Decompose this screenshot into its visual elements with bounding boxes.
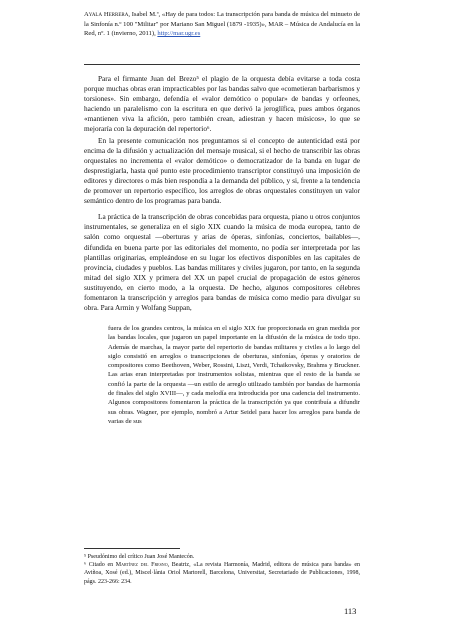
footnote-6-author: Martínez del Fresno <box>115 562 168 569</box>
paragraph-3: La práctica de la transcripción de obras concebidas para orquesta, piano u otros conjuntos instrumentales, se generaliza en el siglo XIX cuando la música de moda europea, tanto de salón como orquestal —oberturas y arias de óperas, sinfonías, conciertos, bailables—, difundida en buena parte por las editoriales del momento, no podía ser interpretada por las plantillas originarias, empleándose en su lugar los efectivos disponibles en las capitales de provincia, ciudades y pueblos. Las bandas militares y civiles jugaron, por tanto, en la segunda mitad del siglo XIX y primera del XX un papel crucial de propagación de estos géneros sustituyendo, en cierto modo, a la orquesta. De hecho, algunos compositores célebres fomentaron la transcripción y arreglos para bandas de música como medio para divulgar su obra. Para Armin y Wolfang Suppan, <box>84 212 360 313</box>
paragraph-2: En la presente comunicación nos preguntamos si el concepto de autenticidad está por encima de la difusión y actualización del mensaje musical, si el hecho de transcribir las obras orquestales no incrementa el «valor demótico» o democratizador de la banda en lugar de desprestigiarla, hasta qué punto este procedimiento transcriptor constituyó una imposición de editores y directores o más bien respondía a la demanda del público, y si, frente a la tendencia de promover un repertorio específico, los arreglos de obras orquestales constituyen un valor semántico dentro de los programas para banda. <box>84 135 360 206</box>
header-link[interactable]: http://mar.ugr.es <box>157 30 201 38</box>
footnotes <box>84 553 360 586</box>
footnote-5-text: ⁵ Pseudónimo del crítico Juan José Mantecón. <box>84 554 195 560</box>
footnote-5 <box>84 553 360 561</box>
block-quote: fuera de los grandes centros, la música en el siglo XIX fue proporcionada en gran medida por las bandas locales, que jugaron un papel importante en la difusión de la música de todo tipo. Además de marchas, la mayor parte del repertorio de bandas militares y civiles a lo largo del siglo consistió en arreglos o transcripciones de oberturas, sinfonías, óperas y oratorios de compositores como Beethoven, Weber, Rossini, Liszt, Verdi, Tchaikovsky, Brahms y Bruckner. Las arias eran interpretadas por instrumentos solistas, mientras que el resto de la banda se confió la parte de la orquesta —un estilo de arreglo utilizado también por bandas de harmonía de finales del siglo XVIII—, y cada melodía era introducida por una cadencia del instrumento. Algunos compositores fomentaron la práctica de la transcripción ya que contribuía a difundir sus obras. Wagner, por ejemplo, nombró a Artur Seidel para hacer los arreglos para banda de varias de sus <box>108 325 360 425</box>
page-number: 113 <box>344 606 357 616</box>
footnote-6-text-b: , Beatriz, «La revista Harmonía, Madrid, editora de música para banda» en Aviñoa, Xosé (ed.), Miscel·lània Oriol Martorell, Barcelona, Universitat, Secretariado de Publicaciones, 1998, págs. 223-266: 234. <box>84 562 360 585</box>
header-author: Ayala Herrera <box>84 11 129 18</box>
running-header <box>84 10 360 39</box>
header-divider <box>84 64 360 65</box>
paragraph-1: Para el firmante Juan del Brezo⁵ el plagio de la orquesta debía evitarse a toda costa porque muchas obras eran impracticables por las bandas salvo que «cometieran barbarismos y torsiones». Sin embargo, defendía el «valor demótico o popular» de bandas y orfeones, haciendo un paralelismo con la escritura en que derivó la jeroglífica, pues ambos órganos «mantienen viva la afición, pero también crean, adiestran y hacen músicos», lo que se mejoraría con la depuración del repertorio⁶. <box>84 74 360 134</box>
footnote-6 <box>84 561 360 586</box>
body-text <box>84 74 360 313</box>
header-citation: , Isabel M.ª, «Hay de para todos: La transcripción para banda de música del minueto de la Sinfonía n.º 100 "Militar" por Mariano San Miguel (1879 -1935)», MAR – Música de Andalucía en la Red, nº. 1 (invierno, 2011), <box>84 11 360 38</box>
footnote-6-text-a: ⁶ Citado en <box>84 562 116 569</box>
footnote-divider <box>84 548 180 549</box>
